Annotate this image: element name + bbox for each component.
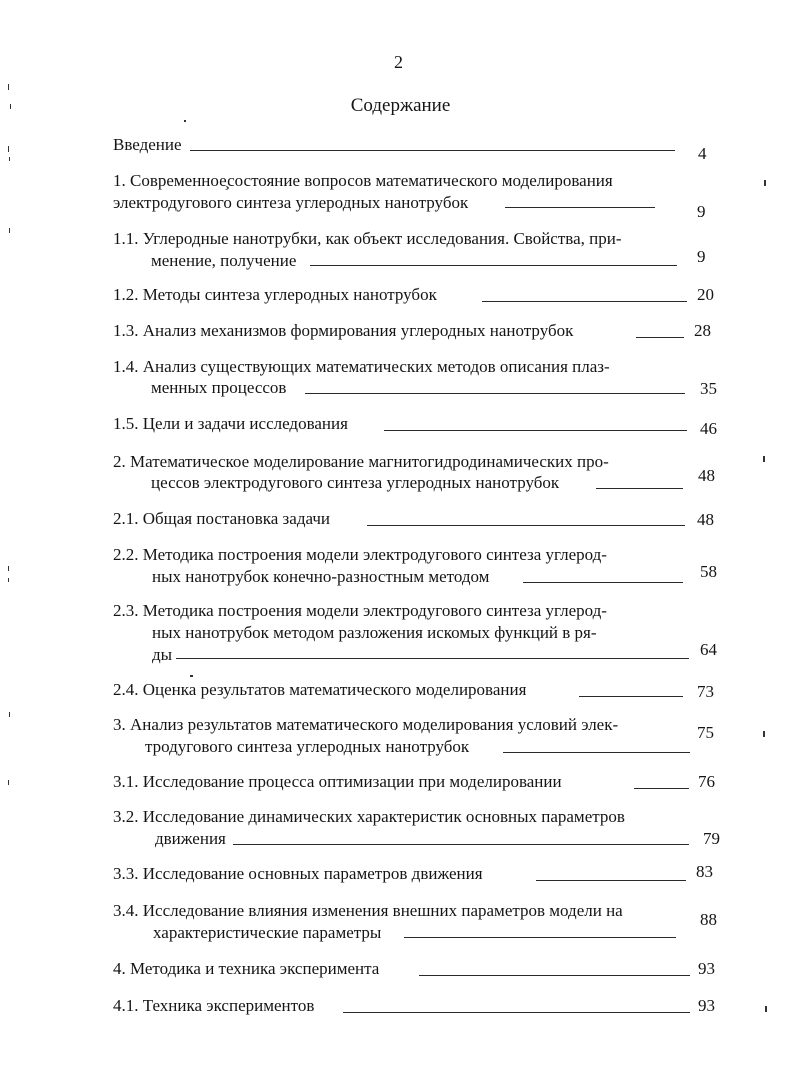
toc-page-number: 76 <box>698 772 715 791</box>
toc-entry-line: менение, получение <box>151 251 297 270</box>
toc-page-number: 4 <box>698 144 707 163</box>
toc-entry-line: 4. Методика и техника эксперимента <box>113 959 380 978</box>
toc-page-number: 93 <box>698 996 715 1015</box>
toc-entry-line: 1.1. Углеродные нанотрубки, как объект исследования. Свойства, при- <box>113 229 622 248</box>
toc-page-number: 93 <box>698 959 715 978</box>
toc-page-number: 35 <box>700 379 717 398</box>
scan-mark <box>184 120 186 122</box>
toc-leader-line <box>523 582 683 583</box>
toc-entry-line: 2. Математическое моделирование магнитогидродинамических про- <box>113 452 609 471</box>
scan-mark <box>8 578 9 582</box>
toc-entry-line: 1.5. Цели и задачи исследования <box>113 414 348 433</box>
toc-page-number: 48 <box>697 510 714 529</box>
toc-entry-line: Введение <box>113 135 182 154</box>
scan-mark <box>763 456 765 462</box>
toc-leader-line <box>310 265 677 266</box>
toc-entry-line: 1.2. Методы синтеза углеродных нанотрубок <box>113 285 437 304</box>
scan-mark <box>9 157 10 161</box>
toc-entry-line: 1.4. Анализ существующих математических методов описания плаз- <box>113 357 610 376</box>
toc-leader-line <box>596 488 683 489</box>
toc-entry-line: 3.2. Исследование динамических характеристик основных параметров <box>113 807 625 826</box>
scan-mark <box>10 104 11 109</box>
toc-page-number: 48 <box>698 466 715 485</box>
scan-mark <box>764 180 766 186</box>
toc-leader-line <box>505 207 655 208</box>
toc-title: Содержание <box>350 95 451 116</box>
scan-mark <box>765 1006 767 1012</box>
scan-mark <box>8 84 9 90</box>
toc-leader-line <box>305 393 685 394</box>
toc-entry-line: 2.1. Общая постановка задачи <box>113 509 330 528</box>
toc-page-number: 73 <box>697 682 714 701</box>
toc-entry-line: 3. Анализ результатов математического моделирования условий элек- <box>113 715 619 734</box>
toc-leader-line <box>190 150 675 151</box>
toc-entry-line: 4.1. Техника экспериментов <box>113 996 315 1015</box>
toc-leader-line <box>503 752 690 753</box>
scan-mark <box>763 731 765 737</box>
toc-leader-line <box>404 937 676 938</box>
toc-page-number: 58 <box>700 562 717 581</box>
toc-entry-line: движения <box>155 829 226 848</box>
toc-leader-line <box>634 788 689 789</box>
toc-page-number: 64 <box>700 640 717 659</box>
toc-entry-line: 2.4. Оценка результатов математического моделирования <box>113 680 527 699</box>
toc-entry-line: электродугового синтеза углеродных нанотрубок <box>113 193 469 212</box>
toc-entry-line: ных нанотрубок методом разложения искомых функций в ря- <box>152 623 597 642</box>
toc-entry-line: тродугового синтеза углеродных нанотрубок <box>145 737 470 756</box>
toc-entry-line: ных нанотрубок конечно-разностным методом <box>152 567 490 586</box>
toc-entry-line: 3.4. Исследование влияния изменения внешних параметров модели на <box>113 901 623 920</box>
toc-entry-line: характеристические параметры <box>153 923 382 942</box>
toc-page-number: 9 <box>697 202 706 221</box>
toc-leader-line <box>367 525 685 526</box>
toc-page-number: 83 <box>696 862 713 881</box>
toc-leader-line <box>636 337 684 338</box>
toc-leader-line <box>579 696 683 697</box>
toc-leader-line <box>343 1012 690 1013</box>
toc-entry-line: цессов электродугового синтеза углеродных нанотрубок <box>151 473 560 492</box>
toc-entry-line: 1.3. Анализ механизмов формирования углеродных нанотрубок <box>113 321 574 340</box>
toc-leader-line <box>176 658 689 659</box>
scan-mark <box>9 712 10 717</box>
scan-mark <box>8 566 9 571</box>
toc-page-number: 75 <box>697 723 714 742</box>
toc-page-number: 79 <box>703 829 720 848</box>
scan-mark <box>190 675 193 677</box>
toc-entry-line: ды <box>152 645 173 664</box>
toc-entry-line: 3.3. Исследование основных параметров движения <box>113 864 483 883</box>
toc-entry-line: 3.1. Исследование процесса оптимизации при моделировании <box>113 772 562 791</box>
scan-mark <box>8 780 9 785</box>
toc-page-number: 20 <box>697 285 714 304</box>
toc-entry-line: 1. Современное̧состояние вопросов математического моделирования <box>113 171 613 190</box>
toc-page-number: 28 <box>694 321 711 340</box>
toc-page-number: 46 <box>700 419 717 438</box>
toc-entry-line: 2.3. Методика построения модели электродугового синтеза углерод- <box>113 601 607 620</box>
toc-leader-line <box>419 975 690 976</box>
toc-leader-line <box>536 880 686 881</box>
toc-entry-line: 2.2. Методика построения модели электродугового синтеза углерод- <box>113 545 607 564</box>
toc-leader-line <box>482 301 687 302</box>
toc-entry-line: менных процессов <box>151 378 287 397</box>
scan-mark <box>9 228 10 233</box>
toc-page-number: 9 <box>697 247 706 266</box>
toc-page-number: 88 <box>700 910 717 929</box>
page-number: 2 <box>394 52 403 72</box>
scan-mark <box>8 146 9 152</box>
toc-leader-line <box>233 844 689 845</box>
toc-leader-line <box>384 430 687 431</box>
